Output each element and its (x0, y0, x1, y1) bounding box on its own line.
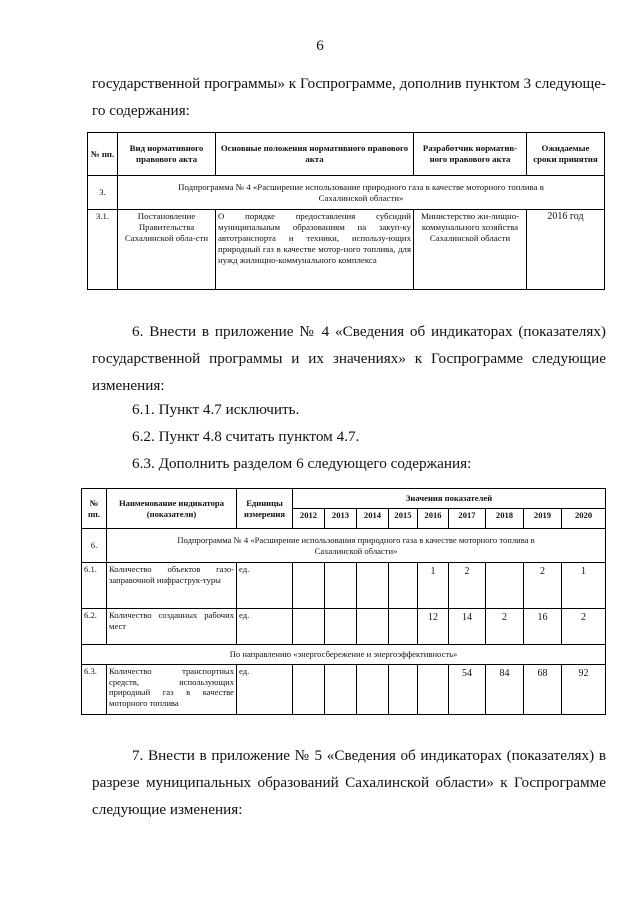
table-row (82, 665, 606, 715)
value-2018 (486, 563, 524, 609)
col-header-content: Основные положения нормативного правового акта (216, 133, 414, 176)
value-2013 (325, 563, 357, 609)
row-num: 3.1. (88, 210, 118, 290)
year-2020: 2020 (562, 509, 606, 529)
row-unit: ед. (237, 665, 293, 715)
table-row (82, 609, 606, 645)
value-2015 (389, 563, 418, 609)
row-indicator: Количество созданных рабочих мест (107, 609, 237, 645)
value-2020: 92 (562, 665, 606, 715)
row-num: 6.3. (82, 665, 107, 715)
year-2012: 2012 (293, 509, 325, 529)
row-num: 6.2. (82, 609, 107, 645)
value-2018: 84 (486, 665, 524, 715)
row-content: О порядке предоставления субсидий муниципальным образованиям на закуп-ку автотранспорта и техники, использу-ющих природный газ в качестве мотор-ного топлива, для нужд жилищно-коммунального комплекса (216, 210, 414, 290)
row-developer: Министерство жи-лищно-коммунального хозяйства Сахалинской области (414, 210, 527, 290)
table-section-row (88, 176, 605, 210)
col-header-unit: Единицы измерения (237, 489, 293, 529)
year-2017: 2017 (449, 509, 486, 529)
value-2012 (293, 563, 325, 609)
section-title: Подпрограмма № 4 «Расширение использования природного газа в качестве моторного топлива в Сахалинской области» (107, 529, 606, 563)
col-header-act-type: Вид нормативного правового акта (118, 133, 216, 176)
col-header-developer: Разработчик норматив-ного правового акта (414, 133, 527, 176)
row-act-type: Постановление Правительства Сахалинской обла-сти (118, 210, 216, 290)
table-row (82, 563, 606, 609)
year-2019: 2019 (524, 509, 562, 529)
year-2015: 2015 (389, 509, 418, 529)
col-header-indicator: Наименование индикатора (показатели) (107, 489, 237, 529)
year-2016: 2016 (418, 509, 449, 529)
value-2019: 2 (524, 563, 562, 609)
value-2020: 2 (562, 609, 606, 645)
col-header-values: Значения показателей (293, 489, 606, 509)
intro-paragraph: государственной программы» к Госпрограмме, дополнив пунктом 3 следующе-го содержания: (92, 75, 606, 119)
value-2012 (293, 665, 325, 715)
paragraph-6: 6. Внести в приложение № 4 «Сведения об индикаторах (показателях) государственной программы и их значениях» к Госпрограмме следующие изменения: (92, 323, 606, 394)
value-2014 (357, 665, 389, 715)
value-2013 (325, 665, 357, 715)
value-2016: 1 (418, 563, 449, 609)
legal-acts-table (87, 132, 605, 290)
table-header-row (82, 489, 606, 509)
year-2018: 2018 (486, 509, 524, 529)
value-2019: 16 (524, 609, 562, 645)
value-2018: 2 (486, 609, 524, 645)
value-2012 (293, 609, 325, 645)
row-unit: ед. (237, 563, 293, 609)
table-header-row (88, 133, 605, 176)
paragraph-7: 7. Внести в приложение № 5 «Сведения об индикаторах (показателях) в разрезе муниципальных образований Сахалинской области» к Госпрограмме следующие изменения: (92, 747, 606, 818)
year-2013: 2013 (325, 509, 357, 529)
value-2013 (325, 609, 357, 645)
section-num: 3. (88, 176, 118, 210)
row-term: 2016 год (527, 210, 605, 290)
indicators-table (81, 488, 606, 715)
value-2014 (357, 563, 389, 609)
item-6-3: 6.3. Дополнить разделом 6 следующего содержания: (132, 455, 472, 472)
value-2017: 2 (449, 563, 486, 609)
value-2016: 12 (418, 609, 449, 645)
value-2020: 1 (562, 563, 606, 609)
subsection-title: По направлению «энергосбережение и энергоэффективность» (82, 645, 606, 665)
value-2015 (389, 665, 418, 715)
value-2017: 14 (449, 609, 486, 645)
row-indicator: Количество объектов газо-заправочной инфраструк-туры (107, 563, 237, 609)
item-6-2: 6.2. Пункт 4.8 считать пунктом 4.7. (132, 428, 360, 445)
table-section-row (82, 529, 606, 563)
section-num: 6. (82, 529, 107, 563)
col-header-num: № пп. (82, 489, 107, 529)
value-2016 (418, 665, 449, 715)
value-2019: 68 (524, 665, 562, 715)
value-2017: 54 (449, 665, 486, 715)
year-2014: 2014 (357, 509, 389, 529)
table-subsection-row (82, 645, 606, 665)
section-title: Подпрограмма № 4 «Расширение использование природного газа в качестве моторного топлива в Сахалинской области» (118, 176, 605, 210)
page-number: 6 (316, 38, 324, 54)
row-indicator: Количество транспортных средств, использующих природный газ в качестве моторного топлива (107, 665, 237, 715)
col-header-term: Ожидаемые сроки принятия (527, 133, 605, 176)
col-header-num: № пп. (88, 133, 118, 176)
item-6-1: 6.1. Пункт 4.7 исключить. (132, 401, 300, 418)
value-2014 (357, 609, 389, 645)
value-2015 (389, 609, 418, 645)
table-row (88, 210, 605, 290)
row-unit: ед. (237, 609, 293, 645)
row-num: 6.1. (82, 563, 107, 609)
